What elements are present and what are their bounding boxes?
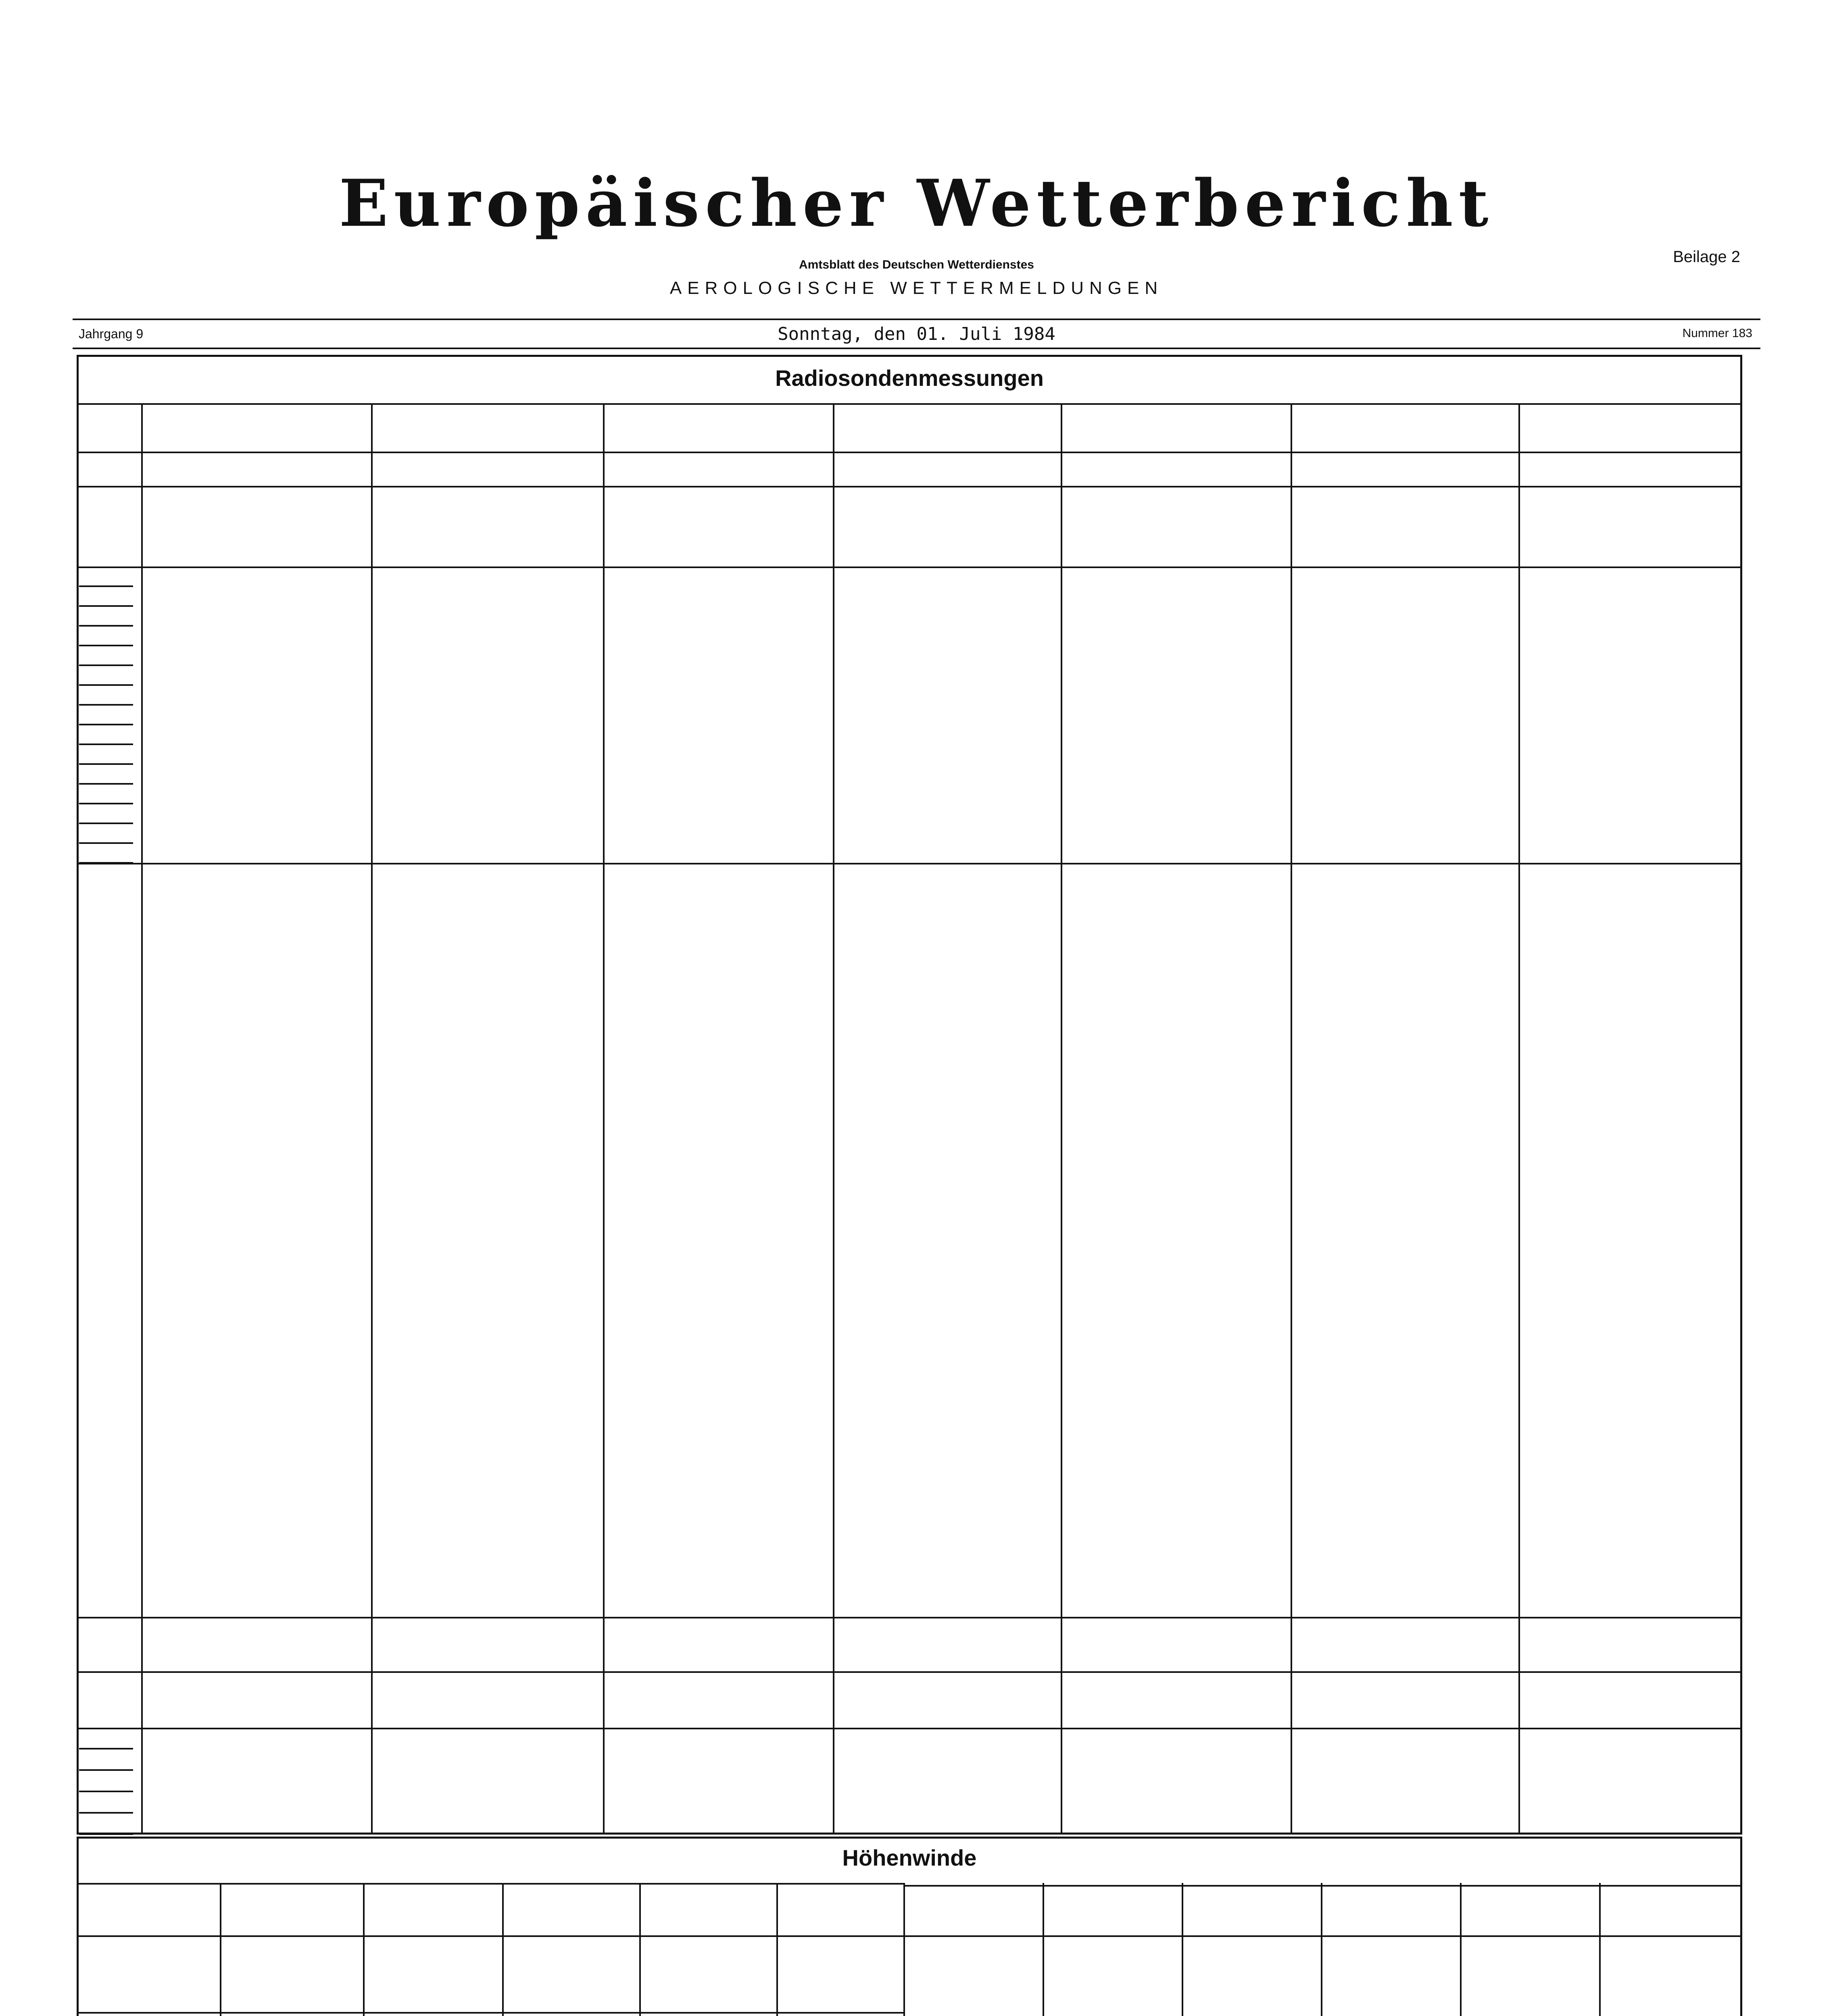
table-row-divider (77, 1935, 1742, 1937)
level-underline (79, 744, 133, 745)
column-divider (220, 1883, 221, 2016)
beilage-label: Beilage 2 (1673, 248, 1740, 266)
table-row-divider (77, 2012, 903, 2014)
table-row-divider (77, 1728, 1742, 1729)
layer-underline (79, 1769, 133, 1771)
table-row-divider (77, 566, 1742, 568)
issue-number: Nummer 183 (1682, 327, 1752, 340)
level-underline (79, 783, 133, 785)
subtitle: Amtsblatt des Deutschen Wetterdienstes (799, 258, 1034, 271)
column-divider (1518, 403, 1520, 1835)
column-divider (1182, 1883, 1183, 2016)
level-underline (79, 684, 133, 686)
radiosonde-frame (77, 355, 1742, 1835)
column-divider (1043, 1883, 1044, 2016)
column-divider (363, 1883, 365, 2016)
table-row-divider (903, 1885, 1742, 1887)
table-row-divider (77, 452, 1742, 453)
level-underline (79, 763, 133, 765)
header-rule-bottom (73, 348, 1760, 349)
column-divider (603, 403, 605, 1835)
jahrgang-label: Jahrgang 9 (79, 327, 144, 341)
radiosonde-title: Radiosondenmessungen (775, 365, 1044, 391)
layer-underline (79, 1748, 133, 1749)
date-line: Sonntag, den 01. Juli 1984 (778, 324, 1055, 344)
column-divider (1599, 1883, 1601, 2016)
level-underline (79, 645, 133, 646)
table-row-divider (77, 1883, 903, 1885)
level-underline (79, 862, 133, 864)
table-row-divider (77, 1617, 1742, 1618)
table-row-divider (77, 486, 1742, 487)
level-underline (79, 704, 133, 706)
level-underline (79, 605, 133, 607)
layer-underline (79, 1812, 133, 1814)
column-divider (141, 403, 143, 1835)
table-row-divider (77, 403, 1742, 405)
page-title: Europäischer Wetterbericht (339, 165, 1494, 241)
layer-underline (79, 1833, 133, 1835)
column-divider (1291, 403, 1292, 1835)
column-divider (1460, 1883, 1462, 2016)
level-underline (79, 585, 133, 587)
level-underline (79, 724, 133, 725)
level-underline (79, 842, 133, 844)
column-divider (639, 1883, 641, 2016)
column-divider (903, 1883, 905, 2016)
table-row-divider (77, 863, 1742, 864)
level-underline (79, 803, 133, 804)
level-underline (79, 823, 133, 824)
header-rule-top (73, 319, 1760, 320)
table-row-divider (77, 1671, 1742, 1673)
column-divider (776, 1883, 778, 2016)
column-divider (1321, 1883, 1322, 2016)
section-heading: AEROLOGISCHE WETTERMELDUNGEN (669, 278, 1164, 298)
column-divider (502, 1883, 504, 2016)
layer-underline (79, 1791, 133, 1792)
hoehenwinde-title: Höhenwinde (842, 1845, 977, 1870)
level-underline (79, 625, 133, 627)
column-divider (833, 403, 834, 1835)
level-underline (79, 664, 133, 666)
column-divider (1061, 403, 1062, 1835)
column-divider (371, 403, 373, 1835)
